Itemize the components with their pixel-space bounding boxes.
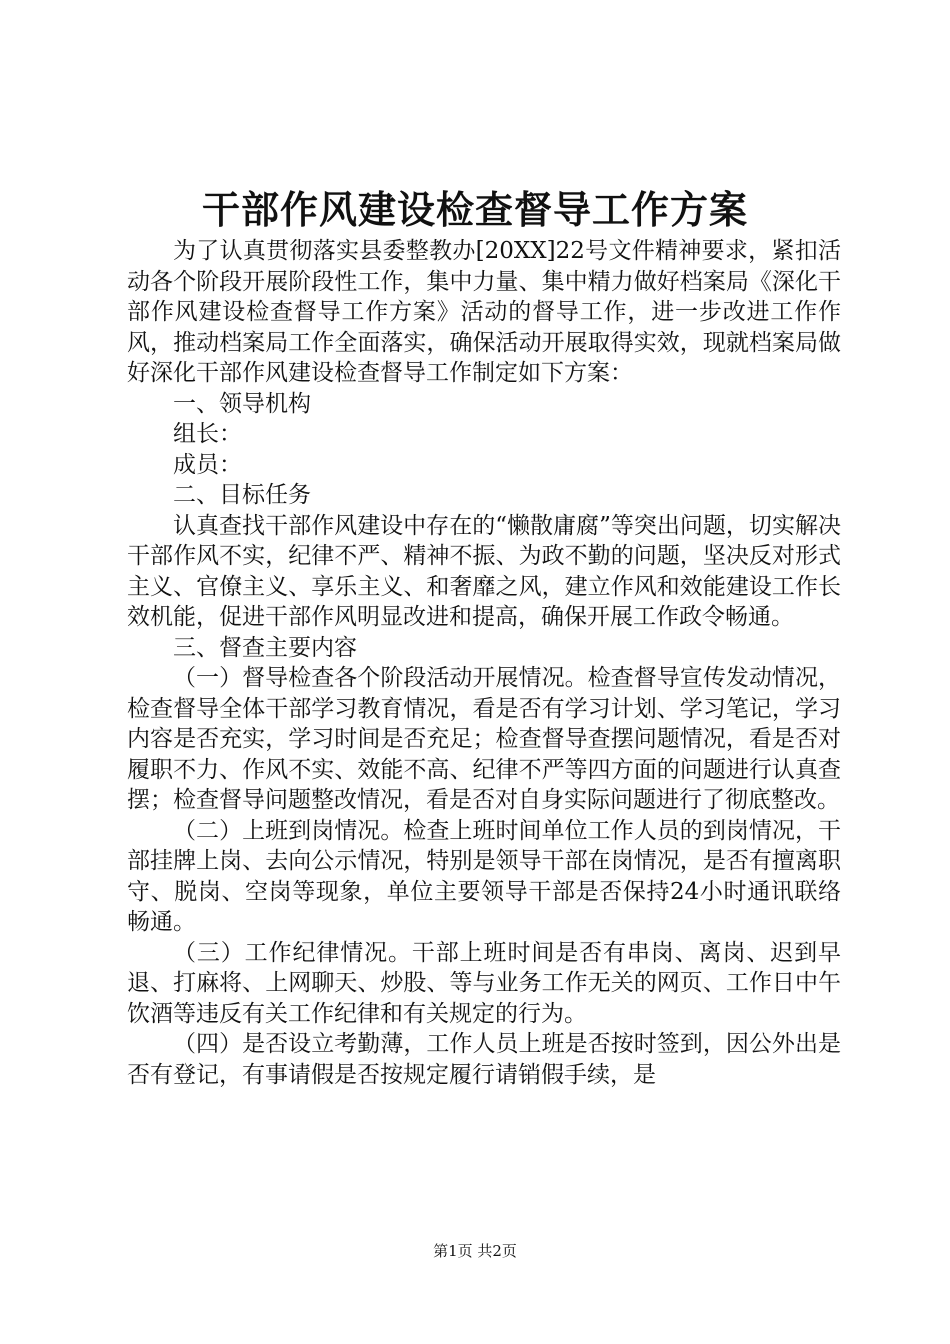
content-item-1: （一）督导检查各个阶段活动开展情况。检查督导宣传发动情况，检查督导全体干部学习教育情况，看是否有学习计划、学习笔记，学习内容是否充实，学习时间是否充足；检查督导查摆问题情况，看是否对履职不力、作风不实、效能不高、纪律不严等四方面的问题进行认真查摆；检查督导问题整改情况，看是否对自身实际问题进行了彻底整改。 <box>127 665 841 813</box>
section-heading-leadership: 一、领导机构 <box>173 390 311 417</box>
document-body <box>127 236 841 1090</box>
members-line: 成员： <box>173 451 242 478</box>
intro-paragraph: 为了认真贯彻落实县委整教办[20XX]22号文件精神要求，紧扣活动各个阶段开展阶段性工作，集中力量、集中精力做好档案局《深化干部作风建设检查督导工作方案》活动的督导工作，进一步改进工作作风，推动档案局工作全面落实，确保活动开展取得实效，现就档案局做好深化干部作风建设检查督导工作制定如下方案： <box>127 238 841 386</box>
goals-paragraph: 认真查找干部作风建设中存在的“懒散庸腐”等突出问题，切实解决干部作风不实，纪律不严、精神不振、为政不勤的问题，坚决反对形式主义、官僚主义、享乐主义、和奢靡之风，建立作风和效能建设工作长效机能，促进干部作风明显改进和提高，确保开展工作政令畅通。 <box>127 512 841 630</box>
page-number-footer: 第1页 共2页 <box>433 1242 517 1260</box>
leader-line: 组长： <box>173 421 242 447</box>
content-item-2: （二）上班到岗情况。检查上班时间单位工作人员的到岗情况，干部挂牌上岗、去向公示情况，特别是领导干部在岗情况，是否有擅离职守、脱岗、空岗等现象，单位主要领导干部是否保持24小时通讯联络畅通。 <box>127 817 841 935</box>
page-title: 干部作风建设检查督导工作方案 <box>201 187 748 232</box>
content-item-4: （四）是否设立考勤薄，工作人员上班是否按时签到，因公外出是否有登记，有事请假是否按规定履行请销假手续，是 <box>127 1031 841 1088</box>
content-item-3: （三）工作纪律情况。干部上班时间是否有串岗、离岗、迟到早退、打麻将、上网聊天、炒股、等与业务工作无关的网页、工作日中午饮酒等违反有关工作纪律和有关规定的行为。 <box>127 939 841 1027</box>
section-heading-content: 三、督查主要内容 <box>173 634 357 661</box>
section-heading-goals: 二、目标任务 <box>173 482 311 508</box>
